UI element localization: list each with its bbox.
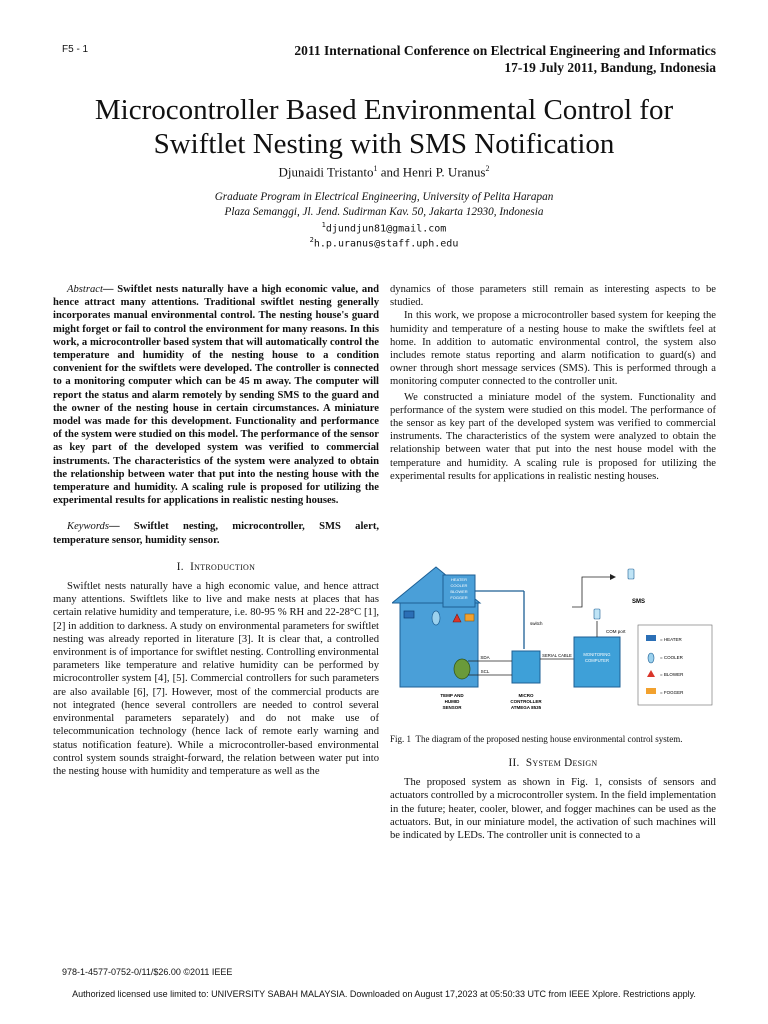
figure-1-caption bbox=[390, 734, 716, 745]
fig-fogger-label: FOGGER bbox=[450, 595, 468, 600]
license-footer: Authorized licensed use limited to: UNIVERSITY SABAH MALAYSIA. Downloaded on August 17,2023 at 05:50:33 UTC from IEEE Xplore. Restrictions apply. bbox=[72, 989, 696, 999]
section-2-title: System Design bbox=[525, 757, 598, 769]
email-2[interactable] bbox=[40, 236, 728, 249]
email-1-sup: 1 bbox=[321, 221, 326, 229]
sms-arrow bbox=[572, 577, 610, 607]
keywords bbox=[53, 520, 379, 546]
micro-label-1: MICRO bbox=[518, 693, 534, 698]
abstract-dash: — bbox=[102, 284, 118, 295]
section-1-number: I. bbox=[176, 560, 184, 573]
micro-label-2: CONTROLLER bbox=[510, 699, 542, 704]
section-2-number: II. bbox=[508, 757, 520, 769]
micro-label-3: ATMEGA 8535 bbox=[510, 705, 542, 710]
right-column-bottom bbox=[390, 734, 716, 842]
conference-name: 2011 International Conference on Electrical Engineering and Informatics bbox=[294, 43, 716, 58]
email-1-text: djundjun81@gmail.com bbox=[325, 223, 447, 235]
page-id: F5 - 1 bbox=[62, 44, 89, 55]
author-2: Henri P. Uranus bbox=[402, 164, 486, 180]
sms-arrow-head bbox=[610, 574, 616, 580]
fig-heater-label: HEATER bbox=[451, 577, 467, 582]
email-1[interactable] bbox=[40, 221, 728, 234]
monitoring-label-2: COMPUTER bbox=[585, 658, 609, 663]
fogger-icon bbox=[465, 614, 474, 621]
com-port-label: COM port bbox=[606, 629, 626, 634]
figure-1-caption-text: The diagram of the proposed nesting house environmental control system. bbox=[415, 734, 683, 744]
phone-icon-2 bbox=[628, 569, 634, 579]
authors-and: and bbox=[377, 164, 403, 180]
section-2-para-1: The proposed system as shown in Fig. 1, consists of sensors and actuators controlled by a microcontroller system. In the field implementation in the future; heater, cooler, blower, and fogger machines can be used as the actuators. But, in our miniature model, the activation of such machines will be indicated by LEDs. The controller unit is connected to a bbox=[390, 777, 716, 842]
right-para-1: In this work, we propose a microcontroller based system for keeping the humidity and temperature of a nesting house to make the swiftlets feel at home. In addition to automatic environmental control, the system also includes remote status reporting and alarm notification to guard(s) and owner through short message services (SMS). This is performed through a monitoring computer connected to the controller unit. bbox=[390, 310, 716, 388]
affiliation-line-1: Graduate Program in Electrical Engineering, University of Pelita Harapan bbox=[214, 191, 554, 203]
conference-header bbox=[294, 42, 716, 76]
right-para-0: dynamics of those parameters still remain as interesting aspects to be studied. bbox=[390, 284, 716, 309]
title-line-1: Microcontroller Based Environmental Control for bbox=[94, 94, 674, 126]
paper-title bbox=[40, 93, 728, 161]
legend-heater: = HEATER bbox=[660, 637, 682, 642]
legend-fogger-swatch bbox=[646, 688, 656, 694]
title-line-2: Swiftlet Nesting with SMS Notification bbox=[153, 128, 615, 160]
keywords-text: Swiftlet nesting, microcontroller, SMS alert, temperature sensor, humidity sensor. bbox=[53, 521, 379, 546]
abstract-text: Swiftlet nests naturally have a high economic value, and hence attract many attentions. Traditional swiftlet nesting generally incorporates manual environmental control. The nesting house's guard might forget or fail to control the environment for many reasons. In this work, a microcontroller based system that will automatically control the temperature and humidity of the nesting house to a condition convenient for the swiftlets were developed. The controller is connected to a monitoring computer which can be 45 m away. The computer will report the status and alarm remotely by sending SMS to the guard and the owner of the nesting house in certain circumstances. A miniature model was made for this development. Functionality and performance of the system were studied on this model. The performance of the sensor as key part of the developed system was verified to commercial instruments. The characteristics of the system were analyzed to obtain the relationship between water that put into the nesting house with the temperature and humidity. A scaling rule is proposed for utilizing the experimental results for applications in realistic nesting houses. bbox=[53, 284, 379, 507]
sensor-label-1: TEMP AND bbox=[440, 693, 464, 698]
email-2-sup: 2 bbox=[309, 236, 314, 244]
section-1-title: Introduction bbox=[190, 560, 256, 573]
sensor-label-3: SENSOR bbox=[442, 705, 462, 710]
author-1: Djunaidi Tristanto bbox=[278, 164, 374, 180]
sda-label: SDA bbox=[480, 655, 490, 660]
monitoring-label-1: MONITORING bbox=[583, 652, 611, 657]
cooler-icon bbox=[432, 611, 440, 625]
phone-icon-1 bbox=[594, 609, 600, 619]
section-1-para-1: Swiftlet nests naturally have a high economic value, and hence attract many attentions. Swiftlets like to live and make nests at places that has certain relative humidity and temperature, i.e. 80-95 % RH and 22-28°C [1], [2] in addition to darkness. A study on environmental parameters for swiftlet nesting was already reported in literature [3]. It is clear that, a controlled environment is of importance for swiftlet nesting. Controlling environmental parameters like temperature and relative humidity can be performed by microcontroller system [4], [5]. Commercial controllers for such parameters are also available [6], [7]. However, most of the commercial products are not integrated (hence several controllers are needed to control several environmental parameters separately) and do not make use of telecommunication technology (hence lack of remote early warning and status notification feature). While a microcontroller-based environmental control system sounds straight-forward, the relation between water put into the nesting house with humidity and temperature as well as the bbox=[53, 581, 379, 777]
affiliation bbox=[40, 190, 728, 220]
sms-label: SMS bbox=[632, 599, 646, 605]
sensor-label-2: HUMID bbox=[444, 699, 460, 704]
section-1-heading bbox=[53, 561, 379, 574]
scl-label: SCL bbox=[480, 669, 490, 674]
fig-blower-label: BLOWER bbox=[450, 589, 468, 594]
legend-fogger: = FOGGER bbox=[660, 690, 684, 695]
serial-cable-label: SERIAL CABLE bbox=[542, 653, 572, 658]
right-column-top bbox=[390, 283, 716, 483]
right-para-2: We constructed a miniature model of the system. Functionality and performance of the system were studied on this model. The performance of the sensor as key part of the developed system was verified to commercial instruments. The characteristics of the system were analyzed to obtain the relationship between water that put into the nest house model with the temperature and humidity. A scaling rule is proposed for utilizing the experimental results for applications in realistic nesting houses. bbox=[390, 391, 716, 482]
legend-cooler: = COOLER bbox=[660, 655, 683, 660]
email-2-text: h.p.uranus@staff.uph.edu bbox=[313, 238, 459, 250]
legend-blower: = BLOWER bbox=[660, 672, 684, 677]
fig-cooler-label: COOLER bbox=[450, 583, 468, 588]
sensor-icon bbox=[454, 659, 470, 679]
abstract bbox=[53, 283, 379, 507]
isbn-footer: 978-1-4577-0752-0/11/$26.00 ©2011 IEEE bbox=[62, 967, 233, 977]
switch-label: switch bbox=[530, 621, 543, 626]
keywords-dash: — bbox=[108, 521, 134, 533]
affiliation-line-2: Plaza Semanggi, Jl. Jend. Sudirman Kav. 50, Jakarta 12930, Indonesia bbox=[224, 206, 544, 218]
author-2-sup: 2 bbox=[485, 164, 490, 173]
conference-dates: 17-19 July 2011, Bandung, Indonesia bbox=[504, 60, 716, 75]
microcontroller-box bbox=[512, 651, 540, 683]
authors bbox=[40, 164, 728, 180]
left-column bbox=[53, 283, 379, 778]
legend-cooler-swatch bbox=[648, 653, 654, 663]
heater-icon bbox=[404, 611, 414, 618]
legend-heater-swatch bbox=[646, 635, 656, 641]
figure-1-diagram bbox=[392, 563, 722, 723]
abstract-label: Abstract bbox=[67, 284, 103, 295]
author-1-sup: 1 bbox=[373, 164, 378, 173]
keywords-label: Keywords bbox=[67, 521, 109, 533]
figure-1-caption-label: Fig. 1 bbox=[390, 734, 412, 744]
section-2-heading bbox=[390, 757, 716, 770]
